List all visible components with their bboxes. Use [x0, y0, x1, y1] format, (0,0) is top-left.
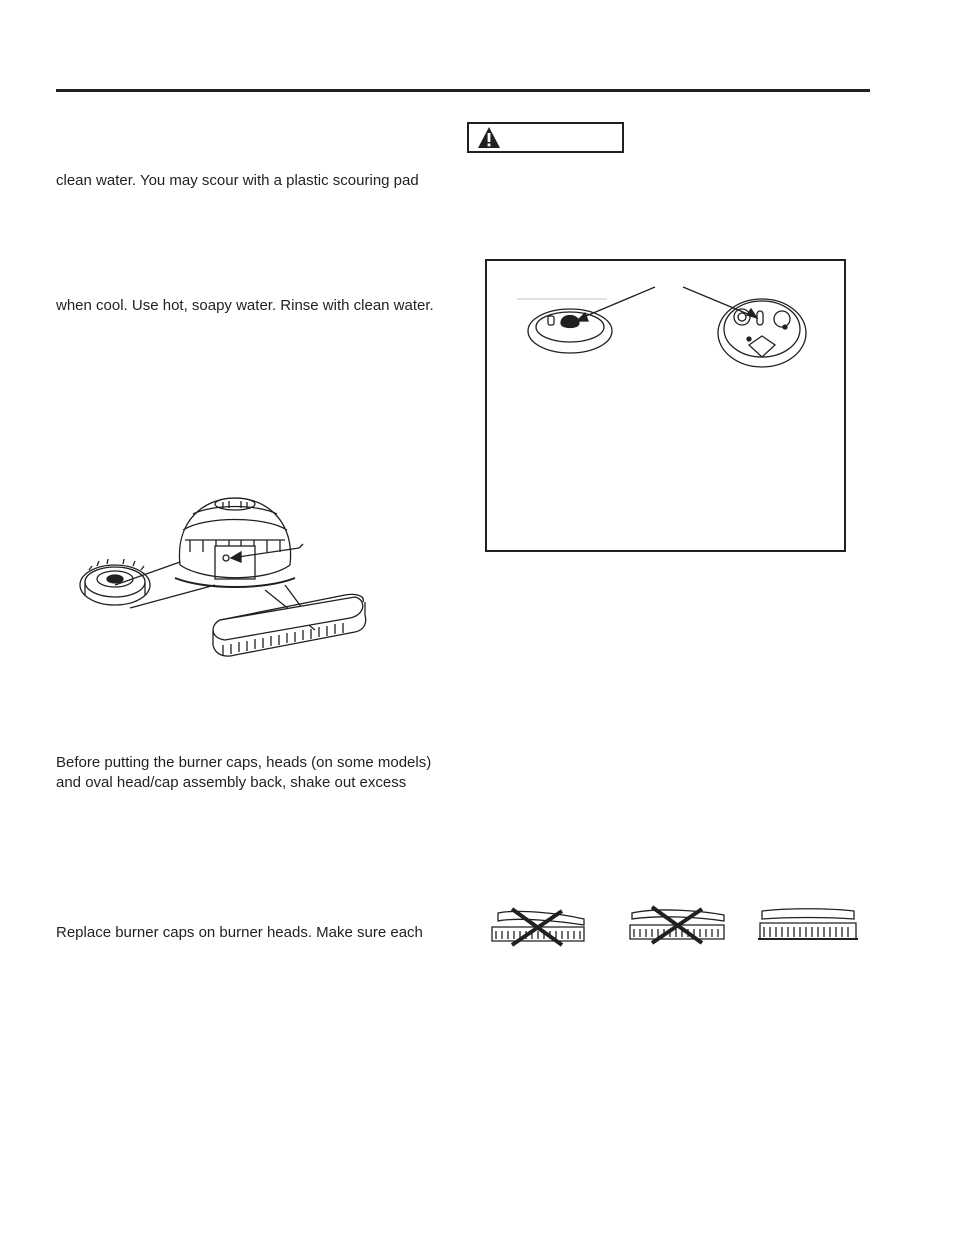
cap-placement-comparison [488, 905, 863, 950]
text-before-putting-line-2: and oval head/cap assembly back, shake out excess [56, 774, 407, 791]
text-when-cool: when cool. Use hot, soapy water. Rinse with clean water. [56, 297, 434, 314]
incorrect-cap-placement-1 [492, 909, 584, 945]
correct-cap-placement [758, 909, 858, 939]
burner-cap-figure-frame [485, 259, 846, 552]
text-replace-caps: Replace burner caps on burner heads. Make sure each [56, 924, 423, 941]
warning-triangle-icon [477, 126, 501, 149]
burner-assembly-illustration [75, 490, 370, 665]
text-before-putting-line-1: Before putting the burner caps, heads (on some models) [56, 754, 432, 771]
burner-cap-illustrations [487, 261, 844, 550]
incorrect-cap-placement-2 [630, 907, 724, 943]
warning-label [467, 122, 624, 153]
text-clean-water: clean water. You may scour with a plastic scouring pad [56, 172, 419, 189]
header-rule [56, 89, 870, 92]
